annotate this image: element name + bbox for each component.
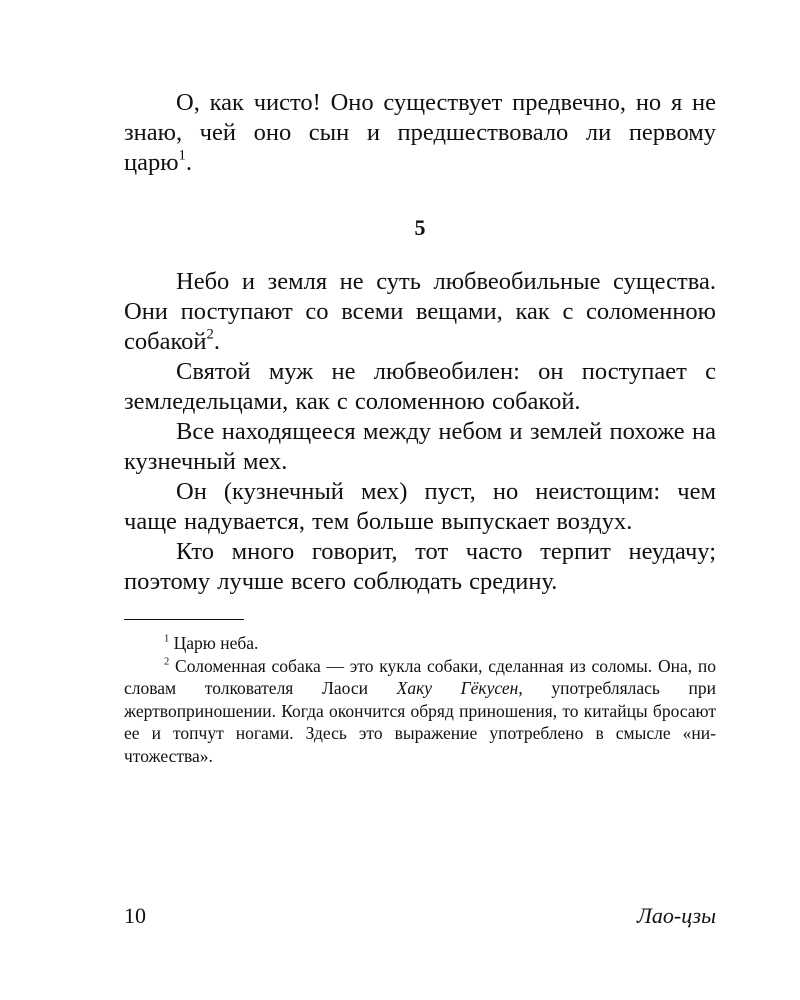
footnote-2 [124,655,716,768]
page-body [124,88,716,767]
paragraph-1 [124,267,716,357]
chapter-number: 5 [414,215,426,240]
footnote-1 [124,632,716,655]
running-head: Лао-цзы [637,903,716,928]
paragraph-1-text: Небо и земля не суть любвеобильные существа. Они поступают со всеми вещами, как с соломенною собакой [124,268,716,355]
page-footer [124,903,716,933]
footnote-2-mark: 2 [164,656,170,668]
footnote-2-italic: Хаку Гёкусен [396,678,519,698]
paragraph-2: Святой муж не любвеобилен: он поступает с земледельцами, как с соломенною собакой. [124,358,716,415]
footnote-divider [124,619,244,620]
paragraph-4: Он (кузнечный мех) пуст, но неистощим: чем чаще надувается, тем больше выпускает воздух. [124,478,716,535]
paragraph-1-end: . [213,328,220,355]
footnote-1-text: Царю неба. [173,633,259,653]
footnote-ref-1[interactable]: 1 [178,147,186,164]
intro-text: О, как чисто! Оно существует предвечно, но я не знаю, чей оно сын и предшествовало ли первому царю [124,89,716,176]
intro-end: . [185,149,193,176]
footnote-1-mark: 1 [164,633,170,645]
footnote-ref-2[interactable]: 2 [206,326,214,343]
page-number: 10 [124,903,146,928]
paragraph-5: Кто много говорит, тот часто терпит неудачу; поэтому лучше всего соблюдать средину. [124,538,716,595]
intro-paragraph [124,88,716,178]
footnote-2-text-before: Соломенная собака — это кукла собаки, сделанная из соломы. Она, по словам толкователя Лаоси [124,655,716,698]
paragraph-3: Все находящееся между небом и землей похоже на кузнечный мех. [124,418,716,475]
footnote-2-text-after: , употреблялась при жертвоприношении. Когда окончится обряд приношения, то китайцы бросают ее и топчут ногами. Здесь это выражение употреблено в смысле «ничтожества». [124,678,717,766]
